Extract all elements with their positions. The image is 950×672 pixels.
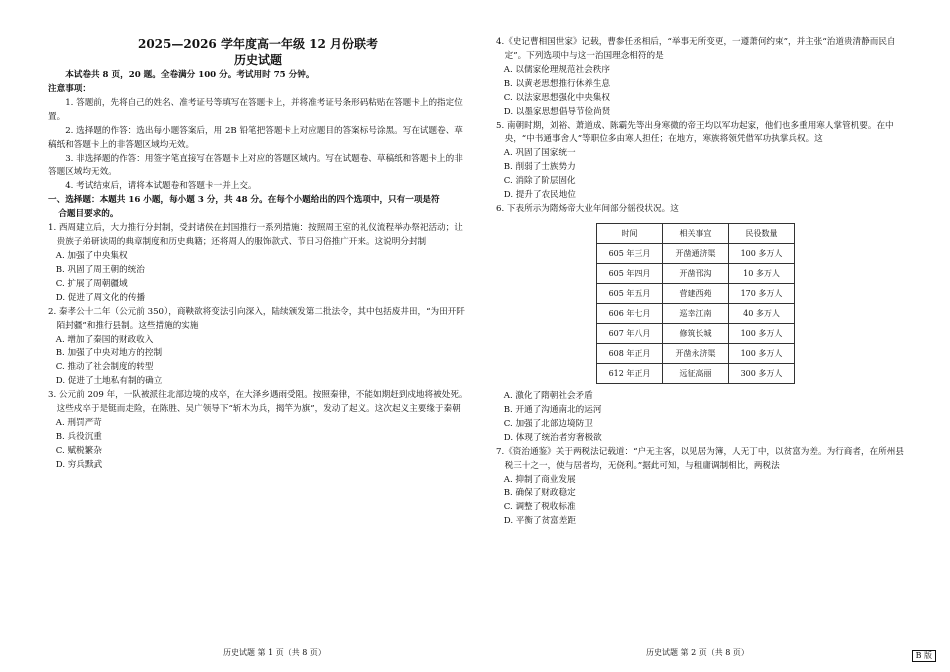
table-row [597, 363, 795, 383]
question-5 [496, 120, 904, 204]
option-a: A. 增加了秦国的财政收入 [55, 334, 154, 345]
note-item: 2. 选择题的作答：选出每小题答案后，用 2B 铅笔把答题卡上对应题目的答案标号涂黑。写在试题卷、草稿纸和答题卡上的非答题区域均无效。 [48, 125, 463, 150]
option-a: A. 加强了中央集权 [55, 250, 128, 261]
question-3 [48, 389, 468, 473]
option-d: D. 提升了农民地位 [503, 190, 576, 201]
option-a: A. 以儒家伦理规范社会秩序 [503, 64, 610, 75]
option-b: B. 巩固了周王朝的统治 [55, 264, 145, 275]
question-1 [48, 222, 468, 306]
option-d: D. 促进了周文化的传播 [55, 292, 146, 303]
table-row [597, 343, 795, 363]
table-cell: 开凿邗沟 [663, 263, 729, 283]
table-header-cell: 时间 [597, 223, 663, 243]
table-row [597, 323, 795, 343]
table-cell: 608 年正月 [597, 343, 663, 363]
exam-title: 2025—2026 学年度高一年级 12 月份联考 [137, 37, 379, 51]
option-b: B. 确保了财政稳定 [503, 488, 576, 499]
question-stem: 6. 下表所示为隋炀帝大业年间部分徭役状况。这 [496, 204, 679, 215]
note-item: 3. 非选择题的作答：用签字笔直接写在答题卡上对应的答题区域内。写在试题卷、草稿纸和答题卡上的非答题区域均无效。 [48, 153, 463, 178]
section-heading-cont: 合题目要求的。 [58, 209, 119, 220]
table-cell: 开凿永济渠 [663, 343, 729, 363]
version-badge: B 版 [912, 650, 936, 662]
table-cell: 170 多万人 [729, 283, 795, 303]
note-item: 4. 考试结束后，请将本试题卷和答题卡一并上交。 [65, 181, 257, 192]
exam-meta: 本试卷共 8 页，20 题。全卷满分 100 分。考试用时 75 分钟。 [65, 69, 315, 80]
table-cell: 300 多万人 [729, 363, 795, 383]
question-7 [496, 446, 904, 530]
option-c: C. 赋税繁杂 [55, 445, 102, 456]
option-b: B. 开通了沟通南北的运河 [503, 404, 602, 415]
question-stem: 7.《资治通鉴》关于两税法记载道：“户无主客，以见居为簿，人无丁中，以贫富为差。为行商者，在所州县税三十之一，使与居者均，无侥利。”据此可知，与租庸调制相比，两税法 [496, 446, 904, 471]
table-header-row [597, 223, 795, 243]
table-row [597, 243, 795, 263]
option-c: C. 推动了社会制度的转型 [55, 362, 154, 373]
page-footer: 历史试题 第 2 页（共 8 页） [646, 648, 749, 658]
table-cell: 营建西苑 [663, 283, 729, 303]
table-cell: 605 年五月 [597, 283, 663, 303]
option-a: A. 刑罚严苛 [55, 418, 102, 429]
exam-subtitle: 历史试题 [233, 53, 282, 68]
table-cell: 40 多万人 [729, 303, 795, 323]
option-b: B. 削弱了士族势力 [503, 162, 576, 173]
option-d: D. 以墨家思想倡导节俭尚贤 [503, 106, 611, 117]
table-cell: 巡幸江南 [663, 303, 729, 323]
question-stem: 2. 秦孝公十二年（公元前 350），商鞅欲将变法引向深入，陆续颁发第二批法令，其中包括废井田，“为田开阡陌封疆”和推行县制。这些措施的实施 [48, 306, 465, 331]
table-row [597, 283, 795, 303]
corvee-table [596, 223, 795, 384]
option-c: C. 以法家思想强化中央集权 [503, 92, 610, 103]
table-cell: 100 多万人 [729, 323, 795, 343]
option-b: B. 以黄老思想推行休养生息 [503, 78, 611, 89]
table-cell: 606 年七月 [597, 303, 663, 323]
option-d: D. 体现了统治者穷奢极欲 [503, 432, 602, 443]
question-6 [496, 203, 904, 446]
page-footer: 历史试题 第 1 页（共 8 页） [223, 648, 326, 658]
table-cell: 605 年三月 [597, 243, 663, 263]
option-b: B. 加强了中央对地方的控制 [55, 348, 163, 359]
table-cell: 100 多万人 [729, 343, 795, 363]
table-row [597, 263, 795, 283]
option-a: A. 抑制了商业发展 [503, 474, 576, 485]
question-2 [48, 306, 468, 390]
question-stem: 3. 公元前 209 年，一队被派往北部边境的戍卒，在大泽乡遇雨受阻。按照秦律，不能如期赶到戍地将被处死。这些戍卒于是铤而走险，在陈胜、吴广领导下“斩木为兵，揭竿为旗”，发动了起义。这次起义主要缘于秦朝 [48, 390, 468, 415]
table-cell: 607 年八月 [597, 323, 663, 343]
question-stem: 5. 南朝时期，刘裕、萧道成、陈霸先等出身寒微的帝王均以军功起家，他们也多重用寒人掌管机要。在中央，“中书通事舍人”等职位多由寒人担任；在地方，寒族将领凭借军功执掌兵权。这 [496, 120, 894, 145]
option-d: D. 穷兵黩武 [55, 459, 103, 470]
right-page [496, 0, 932, 672]
table-header-cell: 相关事宜 [663, 223, 729, 243]
option-c: C. 消除了阶层固化 [503, 176, 576, 187]
option-a: A. 巩固了国家统一 [503, 148, 576, 159]
table-cell: 10 多万人 [729, 263, 795, 283]
table-cell: 开凿通济渠 [663, 243, 729, 263]
option-c: C. 加强了北部边境防卫 [503, 418, 593, 429]
table-cell: 612 年正月 [597, 363, 663, 383]
question-4 [496, 36, 904, 120]
section-heading: 一、选择题：本题共 16 小题，每小题 3 分，共 48 分。在每个小题给出的四个选项中，只有一项是符 [48, 195, 440, 206]
table-cell: 605 年四月 [597, 263, 663, 283]
option-b: B. 兵役沉重 [55, 431, 102, 442]
table-header-cell: 民役数量 [729, 223, 795, 243]
question-stem: 4.《史记曹相国世家》记载，曹参任丞相后，“举事无所变更，一遵萧何约束”，并主张“治道贵清静而民自定”。下列选项中与这一治国理念相符的是 [496, 37, 896, 61]
question-stem: 1. 西周建立后，大力推行分封制，受封诸侯在封国推行一系列措施：按照周王室的礼仪流程举办祭祀活动；让贵族子弟研读周的典章制度和历史典籍；还将周人的服饰款式、节日习俗推广开来。这说明分封制 [48, 223, 463, 248]
table-cell: 修筑长城 [663, 323, 729, 343]
option-c: C. 扩展了周朝疆域 [55, 278, 128, 289]
table-cell: 100 多万人 [729, 243, 795, 263]
option-a: A. 激化了隋朝社会矛盾 [503, 390, 593, 401]
table-cell: 远征高丽 [663, 363, 729, 383]
option-c: C. 调整了税收标准 [503, 502, 576, 513]
option-d: D. 平衡了贫富差距 [503, 516, 576, 527]
table-row [597, 303, 795, 323]
left-page [48, 0, 468, 672]
notes-heading: 注意事项： [48, 83, 91, 94]
note-item: 1. 答题前，先将自己的姓名、准考证号等填写在答题卡上，并将准考证号条形码粘贴在答题卡上的指定位置。 [48, 97, 463, 122]
option-d: D. 促进了土地私有制的确立 [55, 376, 163, 387]
